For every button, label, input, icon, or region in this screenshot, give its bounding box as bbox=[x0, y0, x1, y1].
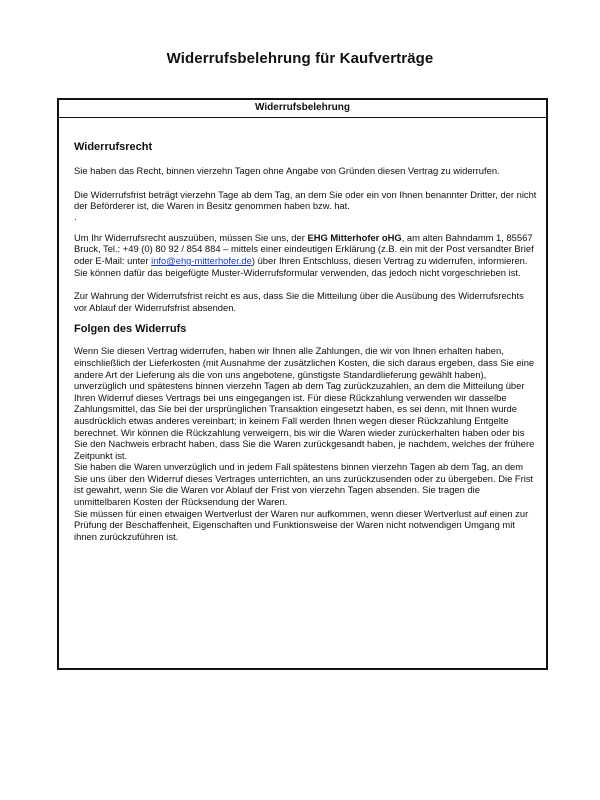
paragraph-how-to-withdraw bbox=[74, 232, 537, 278]
company-name: EHG Mitterhofer oHG bbox=[307, 231, 402, 243]
text-segment: , am alten Bahndamm 1, 85567 Bruck, Tel.: +49 (0) 80 92 / 854 884 – mittels einer eindeutigen Erklärung (z.B. ein mit der Post versandter Brief oder E-Mail: unter bbox=[74, 231, 534, 266]
page-title: Widerrufsbelehrung für Kaufverträge bbox=[166, 50, 434, 67]
stray-dot: . bbox=[74, 210, 77, 222]
document-body bbox=[59, 118, 546, 542]
email-link[interactable]: info@ehg-mitterhofer.de bbox=[151, 254, 252, 266]
text-segment: ) über Ihren Entschluss, diesen Vertrag zu widerrufen, informieren. Sie können dafür das beigefügte Muster-Widerrufsformular verwenden, das jedoch nicht vorgeschrieben ist. bbox=[74, 254, 528, 278]
paragraph-return-goods: Sie haben die Waren unverzüglich und in jedem Fall spätestens binnen vierzehn Tagen ab dem Tag, an dem Sie uns über den Widerruf dieses Vertrages unterrichten, an uns zurückzusenden oder zu übergeben. Die Frist ist gewahrt, wenn Sie die Waren vor Ablauf der Frist von vierzehn Tagen absenden. Sie tragen die unmittelbaren Kosten der Rücksendung der Waren. bbox=[74, 461, 534, 508]
section-heading-folgen: Folgen des Widerrufs bbox=[74, 323, 187, 336]
paragraph-deadline-compliance: Zur Wahrung der Widerrufsfrist reicht es aus, dass Sie die Mitteilung über die Ausübung des Widerrufsrechts vor Ablauf der Widerrufsfrist absenden. bbox=[74, 290, 524, 313]
paragraph-refund: Wenn Sie diesen Vertrag widerrufen, haben wir Ihnen alle Zahlungen, die wir von Ihnen erhalten haben, einschließlich der Lieferkosten (mit Ausnahme der zusätzlichen Kosten, die sich daraus ergeben, dass Sie eine andere Art der Lieferung als die von uns angebotene, günstigste Standardlieferung gewählt haben), unverzüglich und spätestens binnen vierzehn Tagen ab dem Tag zurückzuzahlen, an dem die Mitteilung über Ihren Widerruf dieses Vertrags bei uns eingegangen ist. Für diese Rückzahlung verwenden wir dasselbe Zahlungsmittel, das Sie bei der ursprünglichen Transaktion eingesetzt haben, es sei denn, mit Ihnen wurde ausdrücklich etwas anderes vereinbart; in keinem Fall werden Ihnen wegen dieser Rückzahlung Entgelte berechnet. Wir können die Rückzahlung verweigern, bis wir die Waren wieder zurückerhalten haben oder bis Sie den Nachweis erbracht haben, dass Sie die Waren zurückgesandt haben, je nachdem, welches der frühere Zeitpunkt ist. bbox=[74, 345, 535, 461]
box-header: Widerrufsbelehrung bbox=[59, 100, 546, 118]
document-box bbox=[57, 98, 548, 670]
paragraph-value-loss: Sie müssen für einen etwaigen Wertverlust der Waren nur aufkommen, wenn dieser Wertverlust auf einen zur Prüfung der Beschaffenheit, Eigenschaften und Funktionsweise der Waren nicht notwendigen Umgang mit ihnen zurückzuführen ist. bbox=[74, 507, 529, 542]
text-segment: Um Ihr Widerrufsrecht auszuüben, müssen Sie uns, der bbox=[74, 231, 308, 243]
paragraph-withdrawal-period: Die Widerrufsfrist beträgt vierzehn Tage ab dem Tag, an dem Sie oder ein von Ihnen benannter Dritter, der nicht der Beförderer ist, die Waren in Besitz genommen haben bzw. hat. bbox=[74, 188, 537, 212]
paragraph-right-to-withdraw: Sie haben das Recht, binnen vierzehn Tagen ohne Angabe von Gründen diesen Vertrag zu widerrufen. bbox=[74, 165, 500, 176]
section-heading-widerrufsrecht: Widerrufsrecht bbox=[74, 141, 153, 153]
